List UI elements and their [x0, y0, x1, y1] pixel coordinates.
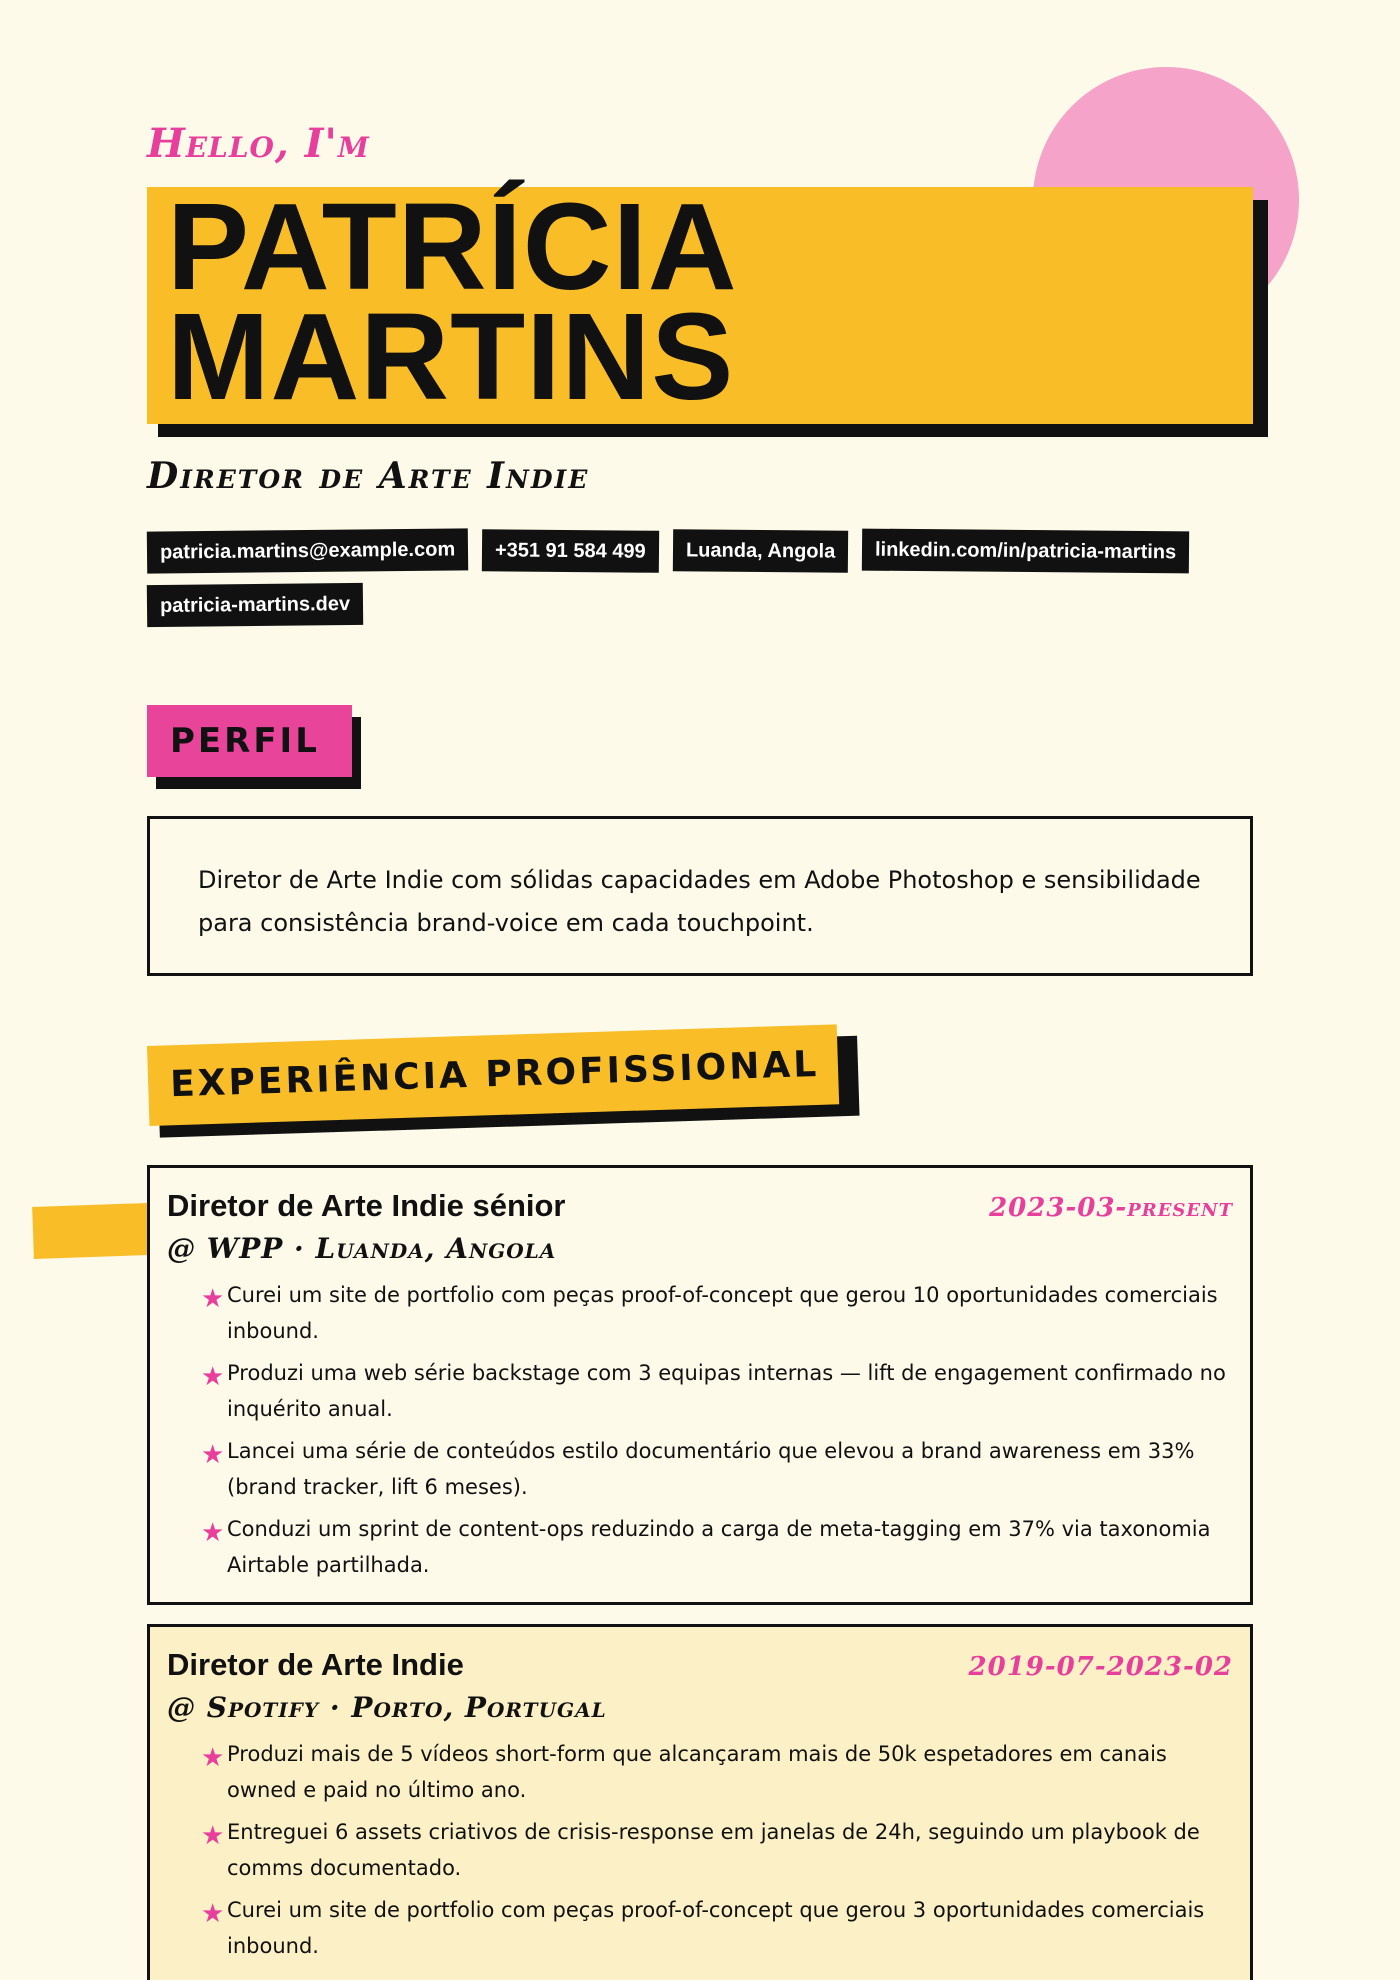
job-bullet-text: Produzi uma web série backstage com 3 equipas internas — lift de engagement confirmado no inquérito anual. [227, 1361, 1226, 1421]
job-dates: 2023-03-present [989, 1193, 1233, 1223]
greeting: Hello, I'm [147, 120, 370, 167]
job-bullet-text: Conduzi um sprint de content-ops reduzindo a carga de meta-tagging em 37% via taxonomia Airtable partilhada. [227, 1517, 1211, 1577]
decorative-tab [32, 1203, 149, 1259]
profile-summary: Diretor de Arte Indie com sólidas capacidades em Adobe Photoshop e sensibilidade para consistência brand-voice em cada touchpoint. [147, 816, 1253, 976]
job-bullet-text: Produzi mais de 5 vídeos short-form que alcançaram mais de 50k espetadores em canais owned e paid no último ano. [227, 1742, 1167, 1802]
job-bullet [201, 1277, 1233, 1349]
job-bullets [167, 1736, 1233, 1964]
star-icon: ★ [201, 1440, 225, 1470]
contact-website[interactable]: patricia-martins.dev [147, 583, 364, 627]
star-icon: ★ [201, 1284, 225, 1314]
star-icon: ★ [201, 1899, 225, 1929]
profile-heading: PERFIL [147, 705, 352, 777]
job-company: @ WPP · Luanda, Angola [167, 1232, 557, 1265]
contact-location: Luanda, Angola [673, 529, 849, 573]
star-icon: ★ [201, 1362, 225, 1392]
star-icon: ★ [201, 1743, 225, 1773]
job-bullet [201, 1355, 1233, 1427]
job-bullet-text: Entreguei 6 assets criativos de crisis-response em janelas de 24h, seguindo um playbook de comms documentado. [227, 1820, 1200, 1880]
job-title: Diretor de Arte Indie sénior [167, 1188, 566, 1223]
job-title: Diretor de Arte Indie [167, 1647, 464, 1682]
job-bullet-text: Lancei uma série de conteúdos estilo documentário que elevou a brand awareness em 33% (brand tracker, lift 6 meses). [227, 1439, 1195, 1499]
contact-linkedin[interactable]: linkedin.com/in/patricia-martins [862, 529, 1190, 574]
job-bullet [201, 1433, 1233, 1505]
last-name: MARTINS [167, 289, 735, 426]
contact-phone[interactable]: +351 91 584 499 [482, 529, 659, 573]
star-icon: ★ [201, 1518, 225, 1548]
job-bullet-text: Curei um site de portfolio com peças proof-of-concept que gerou 3 oportunidades comerciais inbound. [227, 1898, 1205, 1958]
job-bullets [167, 1277, 1233, 1583]
job-bullet [201, 1814, 1233, 1886]
experience-heading: EXPERIÊNCIA PROFISSIONAL [147, 1024, 839, 1126]
job-dates: 2019-07-2023-02 [968, 1652, 1233, 1682]
first-name: PATRÍCIA [167, 179, 738, 316]
job-bullet-text: Curei um site de portfolio com peças proof-of-concept que gerou 10 oportunidades comerciais inbound. [227, 1283, 1218, 1343]
contact-list [147, 530, 1277, 626]
role-title: Diretor de Arte Indie [147, 455, 590, 497]
job-entry [147, 1624, 1253, 1980]
job-entry [147, 1165, 1253, 1605]
job-bullet [201, 1736, 1233, 1808]
contact-email[interactable]: patricia.martins@example.com [147, 528, 469, 573]
name-block [147, 179, 1253, 426]
job-company: @ Spotify · Porto, Portugal [167, 1691, 607, 1724]
star-icon: ★ [201, 1821, 225, 1851]
job-bullet [201, 1511, 1233, 1583]
job-bullet [201, 1892, 1233, 1964]
